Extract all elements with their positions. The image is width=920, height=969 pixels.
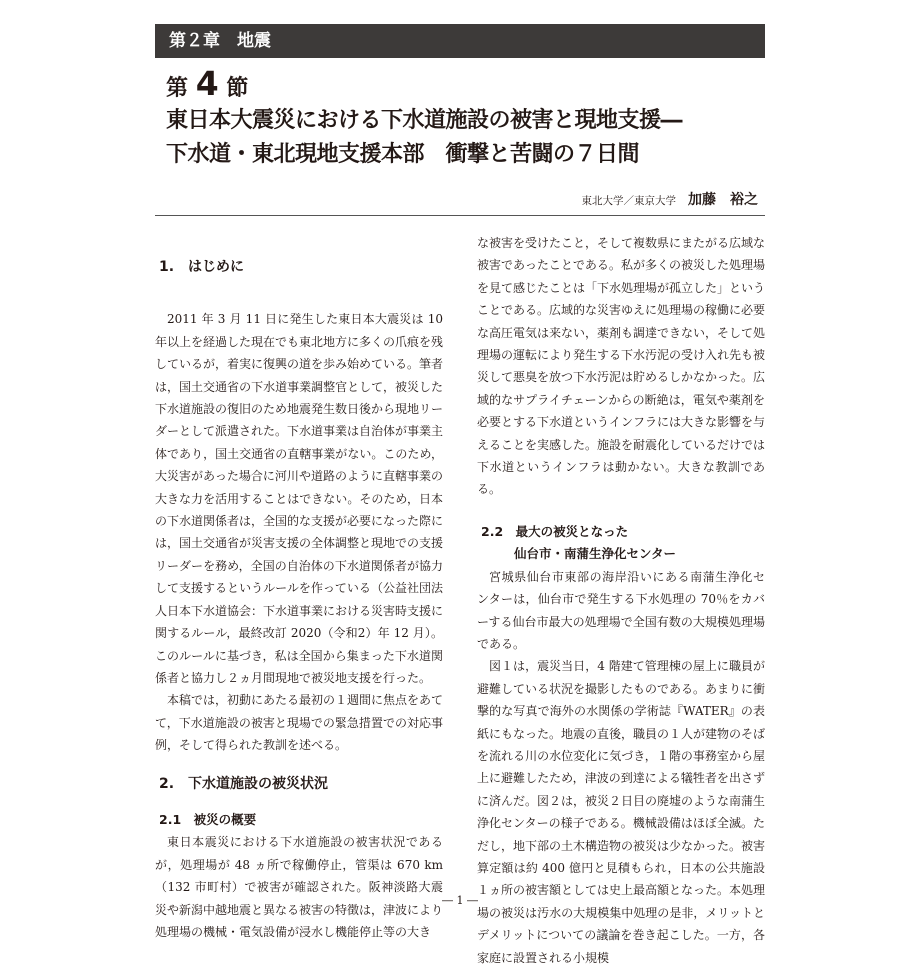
minamigamo-paragraph-1: 宮城県仙台市東部の海岸沿いにある南蒲生浄化センターは，仙台市で発生する下水処理の 70％をカバーする仙台市最大の処理場で全国有数の大規模処理場である。 (477, 569, 765, 651)
section-suffix: 節 (226, 76, 249, 101)
right-column (477, 232, 765, 969)
minamigamo-paragraph-2: 図１は，震災当日，4 階建て管理棟の屋上に職員が避難している状況を撮影したものである。あまりに衝撃的な写真で海外の水関係の学術誌『WATER』の表紙にもなった。地震の直後，職員の１人が建物のそばを流れる川の水位変化に気づき，１階の事務室から屋上に避難したため，津波の到達による犠牲者を出さずに済んだ。図２は，被災２日目の廃墟のような南蒲生浄化センターの様子である。機械設備はほぼ全滅。ただし，地下部の土木構造物の被災は少なかった。被害算定額は約 400 億円と見積もられ，日本の公共施設１ヵ所の被害額としては史上最高額となった。本処理場の被災は汚水の大規模集中処理の是非，メリットとデメリットについての議論を巻き起こした。一方，各家庭に設置される小規模 (477, 659, 766, 965)
heading-damage-status: 2. 下水道施設の被災状況 (159, 775, 329, 792)
section-number (166, 66, 248, 107)
author-affiliation: 東北大学／東京大学 (581, 195, 676, 207)
heading-introduction: 1. はじめに (159, 259, 245, 275)
title-divider (155, 215, 765, 216)
title-line-2: 下水道・東北現地支援本部 衝撃と苦闘の７日間 (166, 142, 640, 167)
overview-paragraph: 東日本震災における下水道施設の被害状況であるが，処理場が 48 ヵ所で稼働停止，管渠は 670 km（132 市町村）で被害が確認された。阪神淡路大震災や新潟中越地震と異なる被害の特徴は，津波により処理場の機械・電気設備が浸水し機能停止等の大き (155, 835, 444, 939)
intro-paragraph-2: 本稿では，初動にあたる最初の１週間に焦点をあてて，下水道施設の被害と現場での緊急措置での対応事例，そして得られた教訓を述べる。 (155, 693, 444, 753)
chapter-header: 第２章 地震 (155, 24, 765, 58)
author-block (582, 190, 759, 211)
heading-damage-overview: 2.1 被災の概要 (159, 811, 257, 827)
article-title (166, 104, 776, 172)
title-line-1: 東日本大震災における下水道施設の被害と現地支援― (166, 108, 683, 133)
page-number: ― 1 ― (442, 894, 478, 907)
section-prefix: 第 (166, 76, 189, 101)
left-column (155, 228, 443, 943)
continued-paragraph: な被害を受けたこと，そして複数県にまたがる広域な被害であったことである。私が多くの被災した処理場を見て感じたことは「下水処理場が孤立した」ということである。広域的な災害ゆえに処理場の稼働に必要な高圧電気は来ない，薬剤も調達できない，そして処理場の運転により発生する下水汚泥の受け入れ先も被災して悪臭を放つ下水汚泥は貯めるしかなかった。広域的なサプライチェーンからの断絶は，電気や薬剤を必要とする下水道というインフラには大きな影響を与えることを実感した。施設を耐震化しているだけでは下水道というインフラは動かない。大きな教訓である。 (477, 236, 766, 497)
author-name: 加藤 裕之 (688, 192, 758, 208)
heading-minamigamo-line-2: 仙台市・南蒲生浄化センター (514, 546, 677, 562)
section-number-digit: 4 (195, 64, 219, 103)
intro-paragraph-1: 2011 年 3 月 11 日に発生した東日本大震災は 10 年以上を経過した現在でも東北地方に多くの爪痕を残しているが，着実に復興の道を歩み始めている。筆者は，国土交通省の下水道事業調整官として，被災した下水道施設の復旧のため地震発生数日後から現地リーダーとして派遣された。下水道事業は自治体が事業主体であり，国土交通省の直轄事業がない。このため，大災害があった場合に河川や道路のように直轄事業の大きな力を活用することはできない。そのため，日本の下水道関係者は，全国的な支援が必要になった際には，国土交通省が災害支援の全体調整と現地での支援リーダーを務め，全国の自治体の下水道関係者が協力して支援するというルールを作っている（公益社団法人日本下水道協会：下水道事業における災害時支援に関するルール，最終改訂 2020（令和2）年 12 月）。このルールに基づき，私は全国から集まった下水道関係者と協力し２ヵ月間現地で被災地支援を行った。 (155, 312, 444, 685)
heading-minamigamo-line-1: 2.2 最大の被災となった (481, 523, 629, 539)
